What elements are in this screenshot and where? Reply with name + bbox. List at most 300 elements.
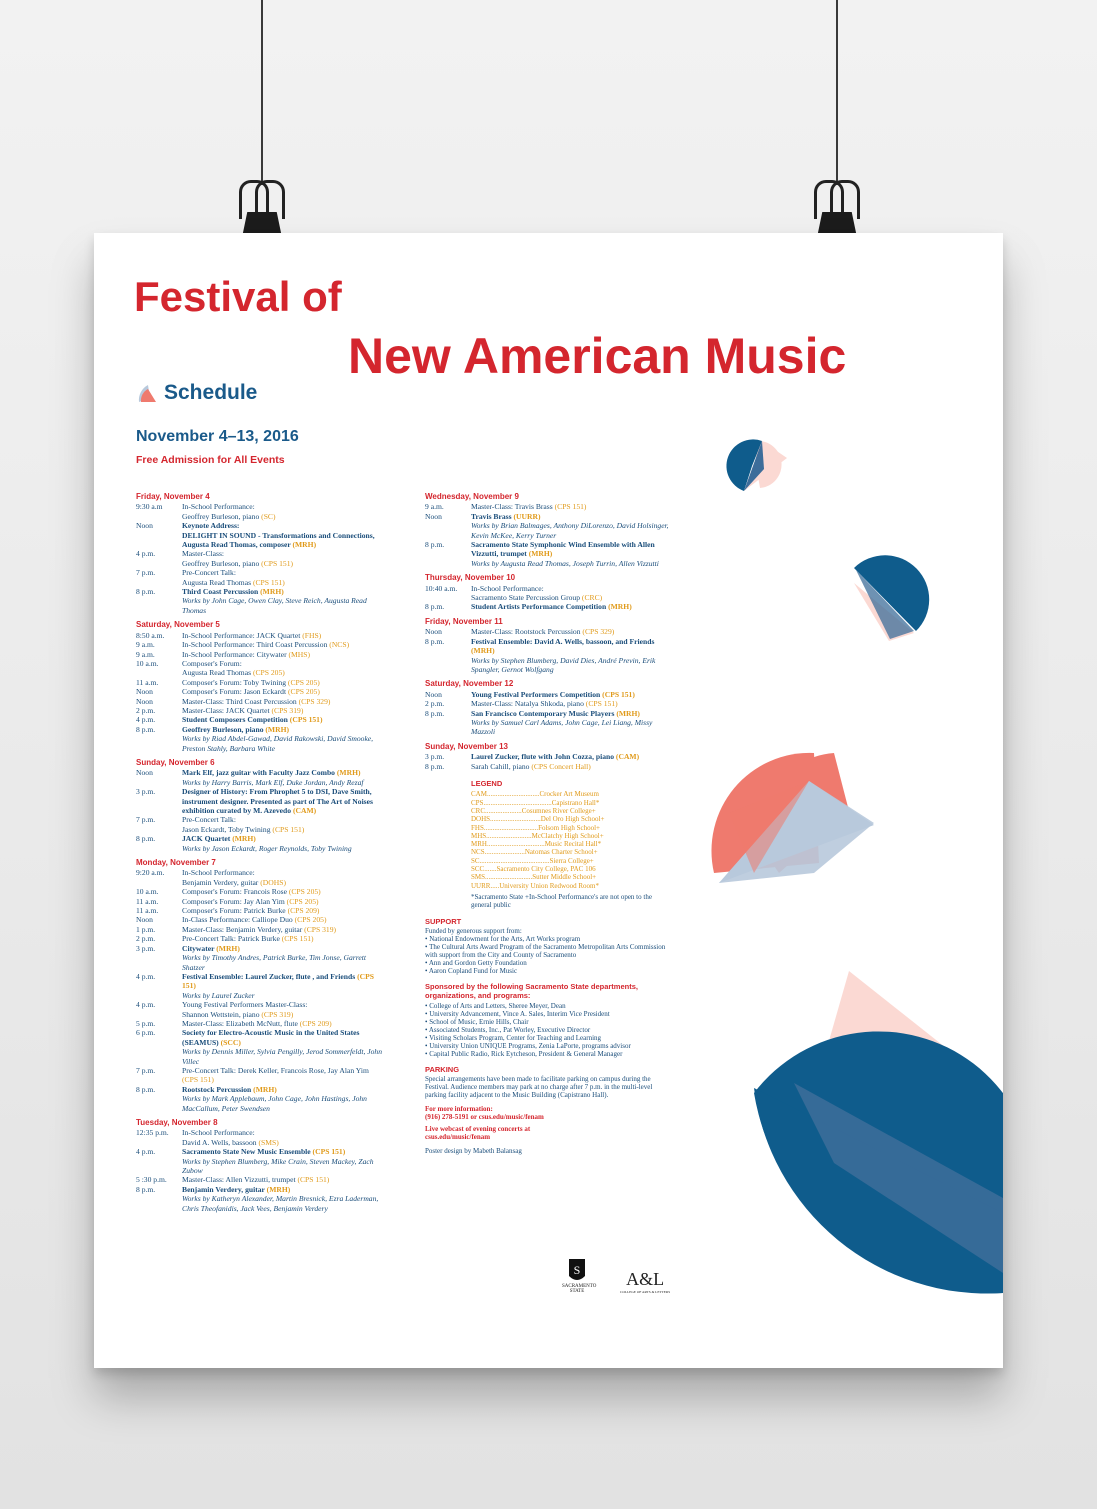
event-row [136,578,384,587]
event-time: Noon [425,511,442,521]
event-venue: (CPS 209) [285,906,320,916]
legend-item: MRH.................................Music Recital Hall* [471,840,602,849]
event-text: In-School Performance: [182,502,255,512]
event-row [136,1138,384,1147]
event-time [425,593,471,602]
event-row [425,602,669,611]
legend-item: NCS.......................Natomas Charter School+ [471,848,598,857]
event-text: Travis Brass [471,511,512,521]
event-description [182,1128,384,1137]
event-description [182,715,384,724]
sponsor-item: • College of Arts and Letters, Sheree Meyer, Dean [425,1001,566,1010]
works-line: Works by Stephen Blumberg, David Dies, André Previn, Erik Spangler, Gernot Wolfgang [471,655,656,674]
sponsor-item: • University Union UNIQUE Programs, Zenia LaPorte, programs advisor [425,1041,631,1050]
event-text: Master-Class: Rootstock Percussion [471,627,581,637]
event-time: 2 p.m. [136,934,156,944]
event-row [136,678,384,687]
event-time: 2 p.m. [425,699,445,709]
works-line: Works by Timothy Andres, Patrick Burke, Tim Jonse, Garrett Shatzer [182,953,366,972]
event-time: 8 p.m. [425,540,445,550]
event-venue: (MRH) [606,602,632,612]
event-row [136,1066,384,1085]
event-time: 4 p.m. [136,971,156,981]
event-text: Master-Class: Third Coast Percussion [182,696,297,706]
event-description [471,709,669,718]
event-venue: (CPS 205) [292,915,327,925]
event-text: San Francisco Contemporary Music Players [471,708,615,718]
event-text: Laurel Zucker, flute with John Cozza, piano [471,752,615,762]
event-description [182,697,384,706]
event-venue: (MRH) [614,708,640,718]
event-row [136,972,384,991]
sponsor-item: • Associated Students, Inc., Pat Worley, Executive Director [425,1025,591,1034]
works-line: Works by Stephen Blumberg, Mike Crain, Steven Mackey, Zach Zubow [182,1156,374,1176]
event-description [471,690,669,699]
event-description [471,762,669,771]
event-text: In-School Performance: Citywater [182,649,287,659]
event-text: JACK Quartet [182,834,231,844]
event-row [425,752,669,761]
event-venue: (CPS 205) [284,896,319,906]
event-row [136,925,384,934]
event-description [182,559,384,568]
event-row [136,725,384,734]
event-text: Master-Class: Benjamin Verdery, guitar [182,924,303,934]
event-row [136,531,384,550]
event-description [182,706,384,715]
event-text: Jason Eckardt, Toby Twining [182,824,271,834]
event-description [182,568,384,577]
event-text: Student Composers Competition [182,715,288,725]
event-time: 9 a.m. [425,502,444,512]
legend-item: SCC.......Sacramento City College, PAC 106 [471,865,596,874]
event-time: Noon [136,915,153,925]
event-time: 3 p.m. [136,943,156,953]
event-row [136,697,384,706]
event-row [136,1175,384,1184]
sponsor-item: • Capital Public Radio, Rick Eytcheson, President & General Manager [425,1049,623,1058]
event-time: 8 p.m. [136,724,156,734]
event-description [182,825,384,834]
event-text: In-School Performance: [182,1128,255,1138]
event-description [471,540,669,559]
sponsor-list [425,1002,669,1058]
schedule-column-left [136,487,384,1213]
event-text: Composer's Forum: [182,658,242,668]
event-venue: (CAM) [614,752,640,762]
event-description [471,752,669,761]
day-heading: Tuesday, November 8 [136,1118,218,1127]
day-heading: Friday, November 4 [136,492,210,501]
event-venue: (SCC) [218,1037,241,1047]
event-time: 5 p.m. [136,1018,156,1028]
event-description [182,906,384,915]
sponsor-item: • University Advancement, Vince A. Sales, Interim Vice President [425,1009,610,1018]
event-description [182,640,384,649]
event-text: DELIGHT IN SOUND - Transformations and Connections, Augusta Read Thomas, composer [182,530,375,550]
event-venue: (MRH) [526,549,553,559]
event-row [136,1128,384,1137]
event-time: 8 p.m. [136,834,156,844]
event-venue: (CPS 205) [286,687,320,697]
event-time: 8 p.m. [425,602,445,612]
svg-text:S: S [573,1263,581,1277]
event-venue: (MRH) [471,646,495,656]
event-text: Composer's Forum: Toby Twining [182,677,287,687]
day-heading: Monday, November 7 [136,858,216,868]
sponsor-item: • School of Music, Ernie Hills, Chair [425,1017,529,1026]
arts-letters-mark: A&L [626,1269,665,1289]
works-line: Works by Laurel Zucker [182,990,255,1000]
event-description [182,659,384,668]
event-time [136,559,182,568]
legend-item: FHS...............................Folsom High School+ [471,823,600,832]
event-time [136,668,182,677]
event-row [425,762,669,771]
event-venue: (CPS 319) [259,1009,294,1019]
event-row [136,1147,384,1156]
event-text: Pre-Concert Talk: Derek Keller, Francois Rose, Jay Alan Yim [182,1065,369,1075]
event-venue: (CPS 151) [600,689,635,699]
event-text: Third Coast Percussion [182,587,259,597]
event-text: Sacramento State New Music Ensemble [182,1147,311,1157]
event-description [182,502,384,511]
event-row [136,568,384,577]
event-description [471,502,669,511]
event-row [136,906,384,915]
event-time: 8 p.m. [136,1184,156,1194]
event-time: 9:20 a.m. [136,868,165,878]
event-description [182,887,384,896]
event-text: David A. Wells, bassoon [182,1137,257,1147]
parking-title: PARKING [425,1064,460,1074]
event-row [136,944,384,953]
event-description [182,687,384,696]
event-venue: (FHS) [300,630,322,640]
event-text: Young Festival Performers Competition [471,689,601,699]
event-description [182,1000,384,1009]
event-description [182,944,384,953]
event-text: Geoffrey Burleson, piano [182,511,260,521]
event-time: Noon [136,521,153,531]
parking-text: Special arrangements have been made to facilitate parking on campus during the Festival. Audience members may park at no charge after 7 p.m. in the multi-level parking facility adjacent to the Music Building (Capistrano Hall). [425,1075,653,1100]
event-description [182,587,384,596]
event-row [425,627,669,636]
event-venue: (UURR) [511,511,541,521]
event-venue: (CPS 319) [302,924,337,934]
event-row [136,878,384,887]
event-time: 12:35 p.m. [136,1128,169,1138]
event-row [425,709,669,718]
event-time: 11 a.m. [136,906,159,916]
event-description [182,1147,384,1156]
info-title: For more information: [425,1105,493,1114]
legend-item: SC........................................Sierra College+ [471,856,594,865]
event-time [136,578,182,587]
support-list [425,935,669,975]
event-description [471,627,669,636]
event-row [136,768,384,777]
event-time: 9:30 a.m [136,502,163,512]
support-title: SUPPORT [425,916,462,926]
event-row [136,559,384,568]
works-line: Works by Katheryn Alexander, Martin Bresnick, Ezra Laderman, Chris Theofanidis, Jack Vees, Benjamin Verdery [182,1194,379,1213]
event-description [182,1019,384,1028]
event-description [471,512,669,521]
event-time [136,878,182,887]
legend-item: DOHS.............................Del Oro High School+ [471,815,605,824]
event-row [136,668,384,677]
event-venue: (MHS) [286,649,311,659]
event-description [182,531,384,550]
title-line2: New American Music [348,328,847,384]
event-text: Citywater [182,943,215,953]
event-text: Master-Class: Allen Vizzutti, trumpet [182,1175,296,1185]
event-text: Designer of History: From Phrophet 5 to DSI, Dave Smith, instrument designer. Presented as part of The Art of Noises exhibition curated by M. Azevedo [182,787,373,815]
event-time: 8 p.m. [425,636,445,646]
event-venue: (NCS) [327,640,350,650]
event-time: 8:50 a.m. [136,630,165,640]
event-venue: (CPS 205) [286,677,320,687]
event-text: Keynote Address: [182,521,240,531]
support-item: • National Endowment for the Arts, Art Works program [425,934,581,943]
event-time: 4 p.m. [136,715,156,725]
event-description [182,925,384,934]
event-text: Sarah Cahill, piano [471,761,530,771]
works-line: Works by Riad Abdel-Gawad, David Rakowski, David Smooke, Preston Stahly, Barbara White [182,734,374,753]
event-row [136,825,384,834]
event-time: Noon [136,768,153,778]
event-row [136,887,384,896]
event-row [136,897,384,906]
event-venue: (CPS 151) [270,824,305,834]
event-text: Master-Class: Elizabeth McNutt, flute [182,1018,298,1028]
support-item: • Ann and Gordon Getty Foundation [425,958,527,967]
info-text[interactable]: (916) 278-5191 or csus.edu/music/fenam [425,1113,544,1122]
event-row [136,650,384,659]
event-text: Society for Electro-Acoustic Music in the United States (SEAMUS) [182,1028,360,1047]
event-time: 5 :30 p.m. [136,1175,167,1185]
event-text: Sacramento State Symphonic Wind Ensemble with Allen Vizzutti, trumpet [471,540,655,559]
event-venue: (MRH) [214,943,240,953]
event-description [182,521,384,530]
event-description [182,1028,384,1047]
event-row [425,690,669,699]
event-time: Noon [136,696,153,706]
event-text: Geoffrey Burleson, piano [182,558,260,568]
sponsor-item: • Visiting Scholars Program, Center for Teaching and Learning [425,1033,602,1042]
sponsor-logos [562,1258,670,1294]
schedule-icon [136,382,158,404]
event-description [182,1010,384,1019]
works-line: Works by Jason Eckardt, Roger Reynolds, Toby Twining [182,843,352,853]
event-venue: (MRH) [264,1184,291,1194]
event-venue: (MRH) [290,540,317,550]
event-text: Pre-Concert Talk: [182,815,236,825]
event-venue: (CPS 151) [295,1175,330,1185]
works-line: Works by Dennis Miller, Sylvia Pengilly, Jerod Sommerfeldt, John Villec [182,1047,382,1066]
event-text: Sacramento State Percussion Group [471,593,581,603]
arts-letters-logo [620,1269,670,1294]
event-text: In-School Performance: JACK Quartet [182,630,301,640]
festival-dates: November 4–13, 2016 [136,428,299,445]
legend-item: CAM..............................Crocker Art Museum [471,790,599,799]
event-time: 8 p.m. [136,1084,156,1094]
event-row [136,631,384,640]
event-time: 3 p.m. [136,787,156,797]
event-text: In-School Performance: [182,868,255,878]
webcast-link[interactable]: csus.edu/music/fenam [425,1133,491,1142]
event-row [136,1010,384,1019]
event-venue: (MRH) [263,724,290,734]
event-time [136,825,182,834]
event-text: Augusta Read Thomas [182,577,252,587]
event-text: Pre-Concert Talk: Patrick Burke [182,934,280,944]
event-time [136,531,182,550]
event-description [471,637,669,656]
event-venue: (CPS 151) [182,1075,214,1085]
event-description [182,1066,384,1085]
legend-title: LEGEND [471,778,503,788]
event-venue: (CPS 151) [552,502,587,512]
event-text: Shannon Wettstein, piano [182,1009,260,1019]
day-heading: Sunday, November 6 [136,757,215,767]
event-row [136,521,384,530]
event-description [182,578,384,587]
event-row [136,587,384,596]
event-text: Master-Class: [182,549,225,559]
event-time [136,512,182,521]
event-description [182,631,384,640]
hanging-wire-left [261,0,263,185]
event-description [182,972,384,991]
event-text: Augusta Read Thomas [182,668,252,678]
event-row [136,787,384,815]
legend-item: UURR.....University Union Redwood Room* [471,881,599,890]
event-row [136,1085,384,1094]
event-description [182,815,384,824]
event-row [136,934,384,943]
event-text: Benjamin Verdery, guitar [182,1184,265,1194]
event-row [136,815,384,824]
sponsors-title: Sponsored by the following Sacramento State departments, organizations, and programs: [425,981,638,1001]
event-description [182,834,384,843]
event-text: In-Class Performance: Calliope Duo [182,915,293,925]
event-venue: (CRC) [580,593,603,603]
event-time: 8 p.m. [425,761,445,771]
event-description [182,878,384,887]
event-venue: (CPS Concert Hall) [529,761,591,771]
event-venue: (MRH) [334,768,361,778]
support-item: • Aaron Copland Fund for Music [425,966,518,975]
event-time: 11 a.m. [136,677,159,687]
event-venue: (CPS 151) [287,715,323,725]
day-heading: Saturday, November 12 [425,679,514,689]
event-description [182,1185,384,1194]
event-description [471,593,669,602]
event-venue: (CPS 209) [297,1018,332,1028]
day-heading: Thursday, November 10 [425,573,516,583]
event-time: 9 a.m. [136,649,155,659]
event-row [136,1185,384,1194]
event-time: Noon [136,687,153,697]
event-time [136,1010,182,1019]
event-row [136,1019,384,1028]
event-text: Student Artists Performance Competition [471,602,607,612]
event-time: 9 a.m. [136,640,155,650]
legend-item: MHS..........................McClatchy High School+ [471,831,604,840]
event-description [471,699,669,708]
event-row [136,640,384,649]
works-line: Works by Augusta Read Thomas, Joseph Turrin, Allen Vizzutti [471,558,659,568]
event-text: Composer's Forum: Francois Rose [182,887,287,897]
works-line: Works by Mark Applebaum, John Cage, John Hastings, John MacCallum, Peter Swendsen [182,1094,367,1113]
event-description [182,1175,384,1184]
event-row [425,512,669,521]
works-line: Works by John Cage, Owen Clay, Steve Reich, Augusta Read Thomas [182,596,367,615]
event-venue: (CPS 205) [286,887,321,897]
event-venue: (CAM) [291,806,317,815]
event-time: 1 p.m. [136,924,156,934]
event-text: Festival Ensemble: David A. Wells, bassoon, and Friends [471,636,655,646]
schedule-heading [136,381,257,405]
schedule-label: Schedule [164,381,258,404]
event-text: Young Festival Performers Master-Class: [182,1000,308,1010]
event-text: Geoffrey Burleson, piano [182,724,264,734]
event-text: In-School Performance: [471,583,544,593]
event-time: 7 p.m. [136,568,156,578]
event-description [182,897,384,906]
event-row [136,687,384,696]
event-row [425,502,669,511]
event-row [136,868,384,877]
event-venue: (CPS 329) [580,627,615,637]
design-credit: Poster design by Mabeth Balansag [425,1147,522,1156]
event-time: 4 p.m. [136,1000,156,1010]
event-time: 4 p.m. [136,549,156,559]
event-time: 7 p.m. [136,1065,156,1075]
event-venue: (CPS 319) [269,705,304,715]
event-text: In-School Performance: Third Coast Percussion [182,640,328,650]
works-line: Works by Brian Balmages, Anthony DiLorenzo, David Holsinger, Kevin McKee, Kerry Turner [471,521,669,540]
event-description [182,1085,384,1094]
event-time: Noon [425,689,442,699]
event-time: 4 p.m. [136,1147,156,1157]
event-time: 11 a.m. [136,896,159,906]
legend-item: CRC.....................Cosumnes River College+ [471,806,596,815]
event-text: Composer's Forum: Jason Eckardt [182,687,287,697]
event-text: Master-Class: Travis Brass [471,502,553,512]
event-description [182,549,384,558]
event-description [182,1138,384,1147]
event-description [182,915,384,924]
support-intro: Funded by generous support from: [425,926,522,935]
event-row [136,502,384,511]
event-description [182,868,384,877]
event-time: Noon [425,627,442,637]
support-item: • The Cultural Arts Award Program of the Sacramento Metropolitan Arts Commission with support from the City and County of Sacramento [425,942,666,959]
event-venue: (DOHS) [258,877,286,887]
works-line: Works by Harry Barris, Mark Elf, Duke Jordan, Andy Rezaf [182,777,364,787]
legend-item: CPS.......................................Capistrano Hall* [471,798,600,807]
event-time: 6 p.m. [136,1028,156,1038]
legend-item: SMS...........................Sutter Middle School+ [471,873,597,882]
event-description [182,512,384,521]
event-description [471,584,669,593]
event-venue: (CPS 151) [279,934,314,944]
event-description [182,787,384,815]
sacramento-state-label: SACRAMENTO STATE [562,1284,597,1294]
